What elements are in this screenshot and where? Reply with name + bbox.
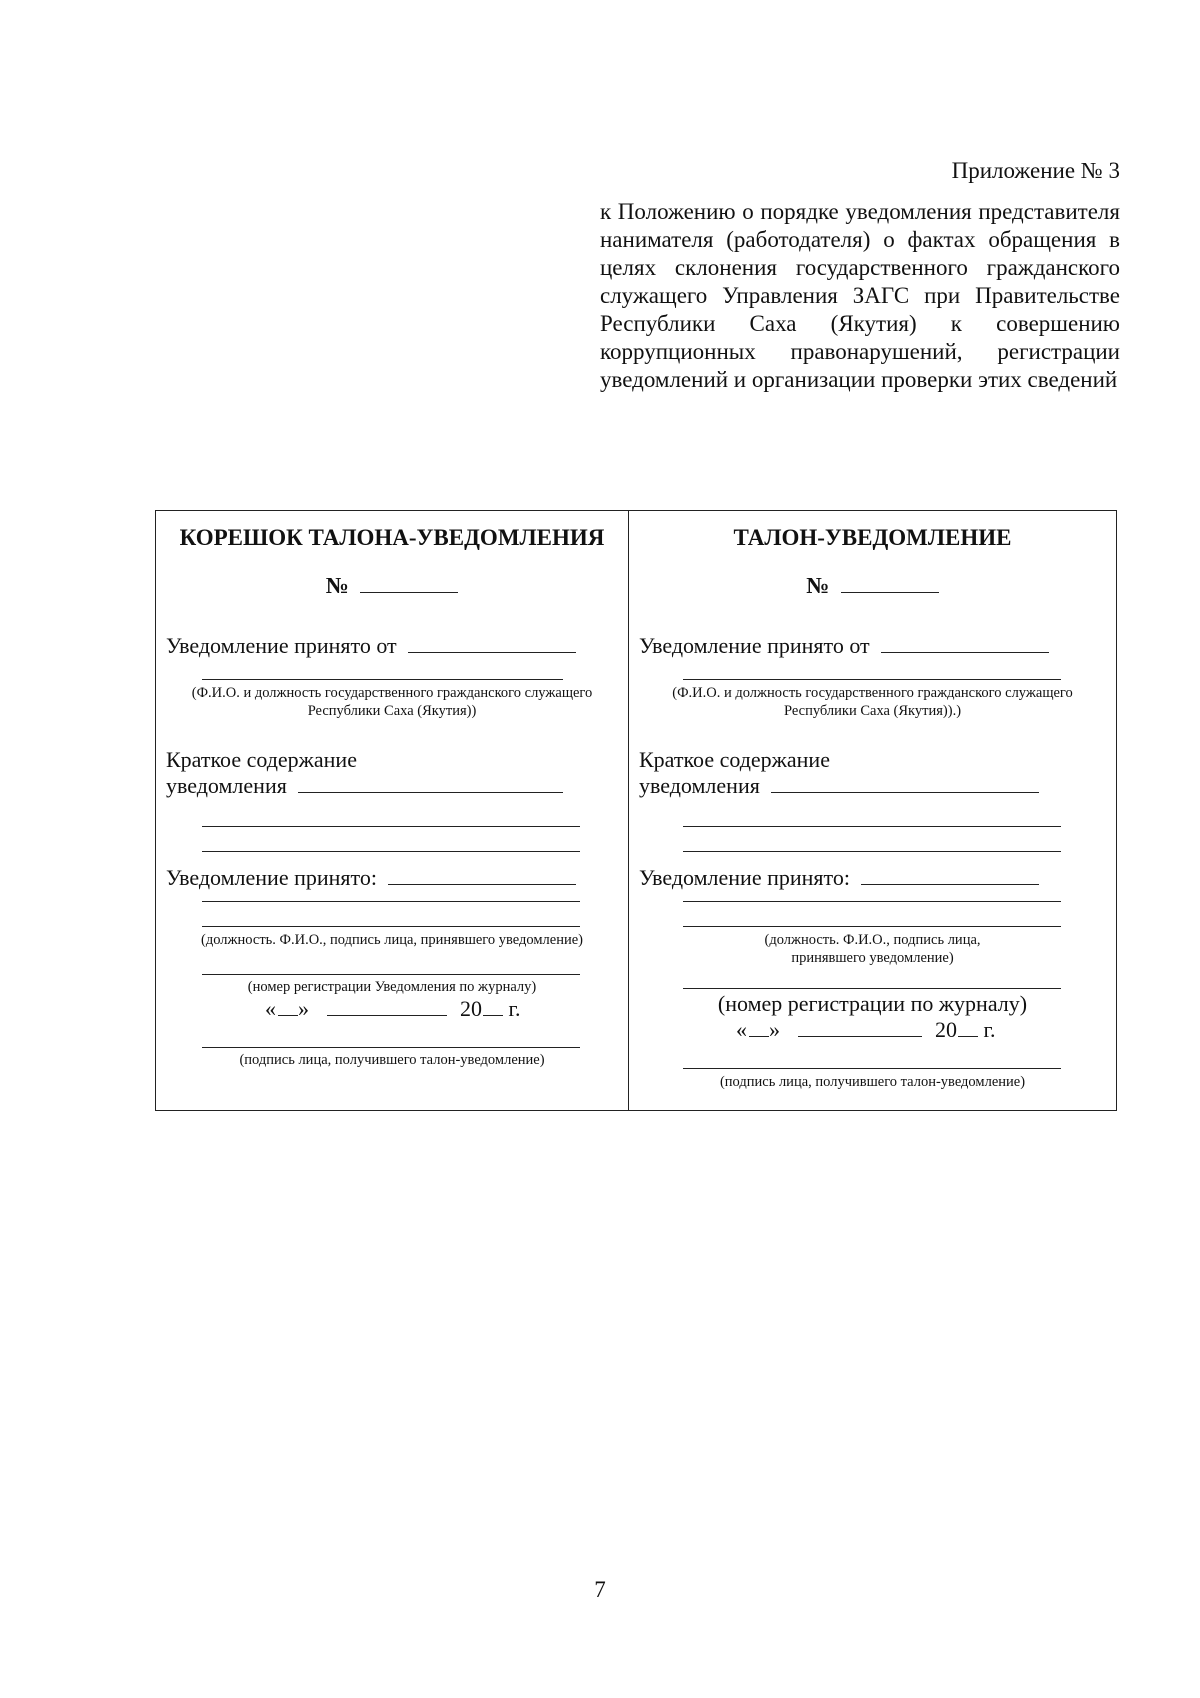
ticket-month-line	[798, 1035, 922, 1037]
ticket-column	[629, 511, 1116, 1110]
ticket-number-row	[629, 573, 1116, 599]
ticket-day-line	[749, 1035, 769, 1037]
stub-month-line	[327, 1014, 447, 1016]
stub-year-suffix: г.	[508, 996, 521, 1021]
stub-fio-caption-2: Республики Саха (Якутия))	[307, 703, 477, 719]
stub-reg-line	[202, 974, 580, 975]
stub-heading: КОРЕШОК ТАЛОНА-УВЕДОМЛЕНИЯ	[179, 525, 605, 550]
ticket-signature-caption: (подпись лица, получившего талон-уведомление)	[719, 1074, 1026, 1090]
ticket-signature-line	[683, 1068, 1061, 1069]
ticket-accepted-line	[861, 883, 1039, 885]
ticket-fio-caption-2: Республики Саха (Якутия)).)	[783, 703, 962, 719]
stub-summary-label-2: уведомления	[166, 773, 287, 798]
ticket-accepted-line-3	[683, 926, 1061, 927]
ticket-accepted-row	[639, 865, 1039, 891]
stub-accepted-line-2	[202, 901, 580, 902]
stub-summary-line-3	[202, 851, 580, 852]
ticket-year-suffix: г.	[983, 1017, 996, 1042]
ticket-summary-line-1	[771, 791, 1039, 793]
stub-received-from-line	[408, 651, 576, 653]
stub-fio-line	[202, 679, 563, 680]
stub-accepted-line	[388, 883, 576, 885]
ticket-summary-line-3	[683, 851, 1061, 852]
stub-accepted-row	[166, 865, 576, 891]
ticket-received-from-row	[639, 633, 1049, 659]
stub-summary-row	[166, 773, 563, 799]
ticket-summary-row	[639, 773, 1039, 799]
ticket-accepted-caption-2: принявшего уведомление)	[791, 950, 954, 966]
stub-year-prefix: 20	[460, 996, 482, 1021]
ticket-number-line	[841, 591, 939, 593]
ticket-fio-line	[683, 679, 1061, 680]
ticket-accepted-label: Уведомление принято:	[639, 865, 850, 890]
stub-reg-caption: (номер регистрации Уведомления по журналу)	[247, 979, 537, 995]
ticket-heading: ТАЛОН-УВЕДОМЛЕНИЕ	[733, 525, 1012, 550]
ticket-date-open: «	[736, 1017, 747, 1042]
stub-day-line	[278, 1014, 298, 1016]
ticket-accepted-line-2	[683, 901, 1061, 902]
ticket-date-close: »	[769, 1017, 780, 1042]
ticket-received-from-label: Уведомление принято от	[639, 633, 870, 658]
annex-description: к Положению о порядке уведомления представителя нанимателя (работодателя) о фактах обращения в целях склонения государственного гражданского служащего Управления ЗАГС при Правительстве Республики Саха (Якутия) к совершению коррупционных правонарушений, регистрации уведомлений и организации проверки этих сведений	[600, 199, 1120, 392]
stub-accepted-line-3	[202, 926, 580, 927]
stub-accepted-caption: (должность. Ф.И.О., подпись лица, принявшего уведомление)	[201, 932, 583, 948]
ticket-summary-line-2	[683, 826, 1061, 827]
stub-year-line	[483, 1014, 503, 1016]
ticket-number-label: №	[806, 573, 830, 598]
ticket-reg-line	[683, 988, 1061, 989]
stub-date-row	[265, 996, 521, 1022]
ticket-summary-label-1: Краткое содержание	[639, 747, 830, 772]
annex-title: Приложение № 3	[951, 158, 1120, 183]
stub-number-row	[156, 573, 628, 599]
ticket-fio-caption-1: (Ф.И.О. и должность государственного гражданского служащего	[672, 685, 1073, 701]
stub-summary-line-2	[202, 826, 580, 827]
stub-received-from-row	[166, 633, 576, 659]
stub-signature-caption: (подпись лица, получившего талон-уведомление)	[239, 1052, 545, 1068]
stub-signature-line	[202, 1047, 580, 1048]
stub-accepted-label: Уведомление принято:	[166, 865, 377, 890]
stub-fio-caption-1: (Ф.И.О. и должность государственного гражданского служащего	[191, 685, 593, 701]
page-number: 7	[594, 1577, 606, 1602]
stub-date-close: »	[298, 996, 309, 1021]
stub-summary-label-1: Краткое содержание	[166, 747, 357, 772]
ticket-summary-label-2: уведомления	[639, 773, 760, 798]
ticket-year-prefix: 20	[935, 1017, 957, 1042]
ticket-received-from-line	[881, 651, 1049, 653]
notification-form-table	[155, 510, 1117, 1111]
stub-column	[156, 511, 629, 1110]
stub-number-label: №	[325, 573, 349, 598]
ticket-reg-caption: (номер регистрации по журналу)	[717, 991, 1028, 1016]
stub-summary-line-1	[298, 791, 563, 793]
stub-number-line	[360, 591, 458, 593]
stub-date-open: «	[265, 996, 276, 1021]
ticket-date-row	[736, 1017, 996, 1043]
ticket-year-line	[958, 1035, 978, 1037]
ticket-accepted-caption-1: (должность. Ф.И.О., подпись лица,	[764, 932, 981, 948]
stub-received-from-label: Уведомление принято от	[166, 633, 397, 658]
